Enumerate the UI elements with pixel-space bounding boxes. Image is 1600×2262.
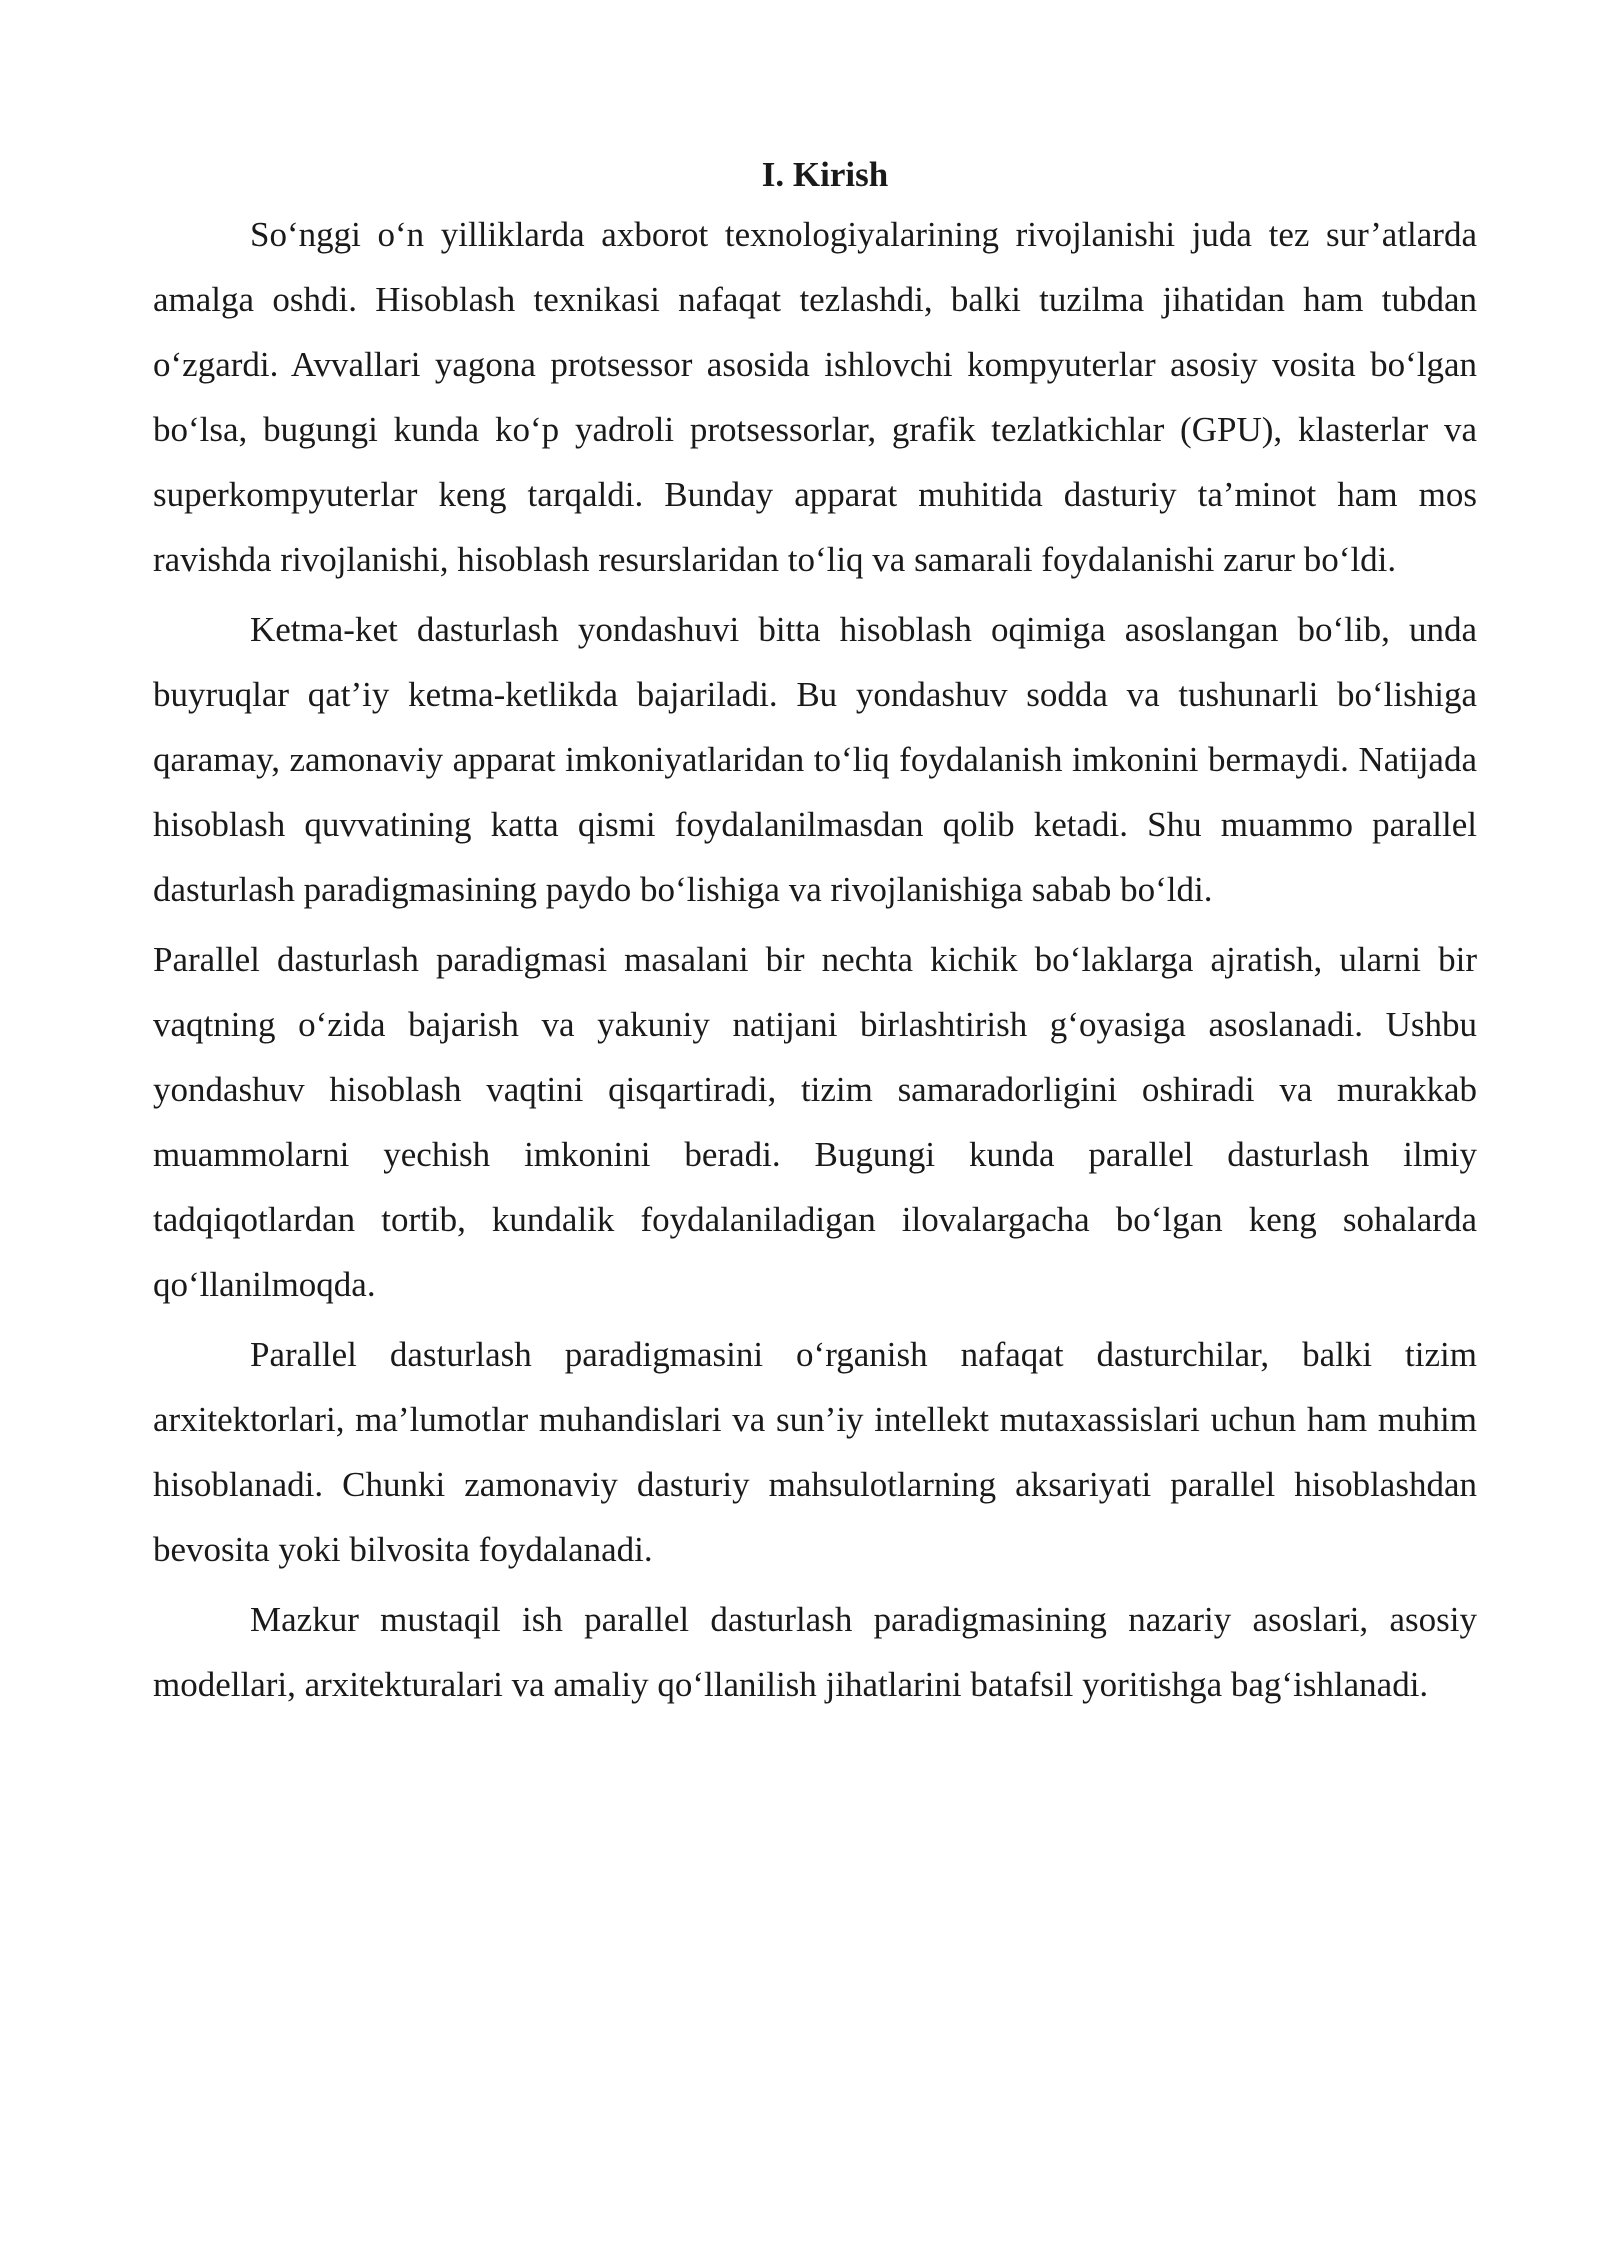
paragraph-importance: Parallel dasturlash paradigmasini o‘rganish nafaqat dasturchilar, balki tizim arxitektorlari, ma’lumotlar muhandislari va sun’iy intellekt mutaxassislari uchun ham muhim hisoblanadi. Chunki zamonaviy dasturiy mahsulotlarning aksariyati parallel hisoblashdan bevosita yoki bilvosita foydalanadi.: [153, 1335, 1477, 1569]
paragraph-sequential-programming: Ketma-ket dasturlash yondashuvi bitta hisoblash oqimiga asoslangan bo‘lib, unda buyruqlar qat’iy ketma-ketlikda bajariladi. Bu yondashuv sodda va tushunarli bo‘lishiga qaramay, zamonaviy apparat imkoniyatlaridan to‘liq foydalanish imkonini bermaydi. Natijada hisoblash quvvatining katta qismi foydalanilmasdan qolib ketadi. Shu muammo parallel dasturlash paradigmasining paydo bo‘lishiga va rivojlanishiga sabab bo‘ldi.: [153, 610, 1477, 909]
paragraph-parallel-paradigm: Parallel dasturlash paradigmasi masalani bir nechta kichik bo‘laklarga ajratish, ularni bir vaqtning o‘zida bajarish va yakuniy natijani birlashtirish g‘oyasiga asoslanadi. Ushbu yondashuv hisoblash vaqtini qisqartiradi, tizim samaradorligini oshiradi va murakkab muammolarni yechish imkonini beradi. Bugungi kunda parallel dasturlash ilmiy tadqiqotlardan tortib, kundalik foydalaniladigan ilovalargacha bo‘lgan keng sohalarda qo‘llanilmoqda.: [153, 940, 1477, 1304]
section-heading: I. Kirish: [761, 155, 889, 194]
paragraph-intro: So‘nggi o‘n yilliklarda axborot texnologiyalarining rivojlanishi juda tez sur’atlarda amalga oshdi. Hisoblash texnikasi nafaqat tezlashdi, balki tuzilma jihatidan ham tubdan o‘zgardi. Avvallari yagona protsessor asosida ishlovchi kompyuterlar asosiy vosita bo‘lgan bo‘lsa, bugungi kunda ko‘p yadroli protsessorlar, grafik tezlatkichlar (GPU), klasterlar va superkompyuterlar keng tarqaldi. Bunday apparat muhitida dasturiy ta’minot ham mos ravishda rivojlanishi, hisoblash resurslaridan to‘liq va samarali foydalanishi zarur bo‘ldi.: [153, 215, 1477, 579]
document-body: [153, 148, 1477, 1717]
paragraph-purpose: Mazkur mustaqil ish parallel dasturlash paradigmasining nazariy asoslari, asosiy modellari, arxitekturalari va amaliy qo‘llanilish jihatlarini batafsil yoritishga bag‘ishlanadi.: [153, 1600, 1477, 1704]
